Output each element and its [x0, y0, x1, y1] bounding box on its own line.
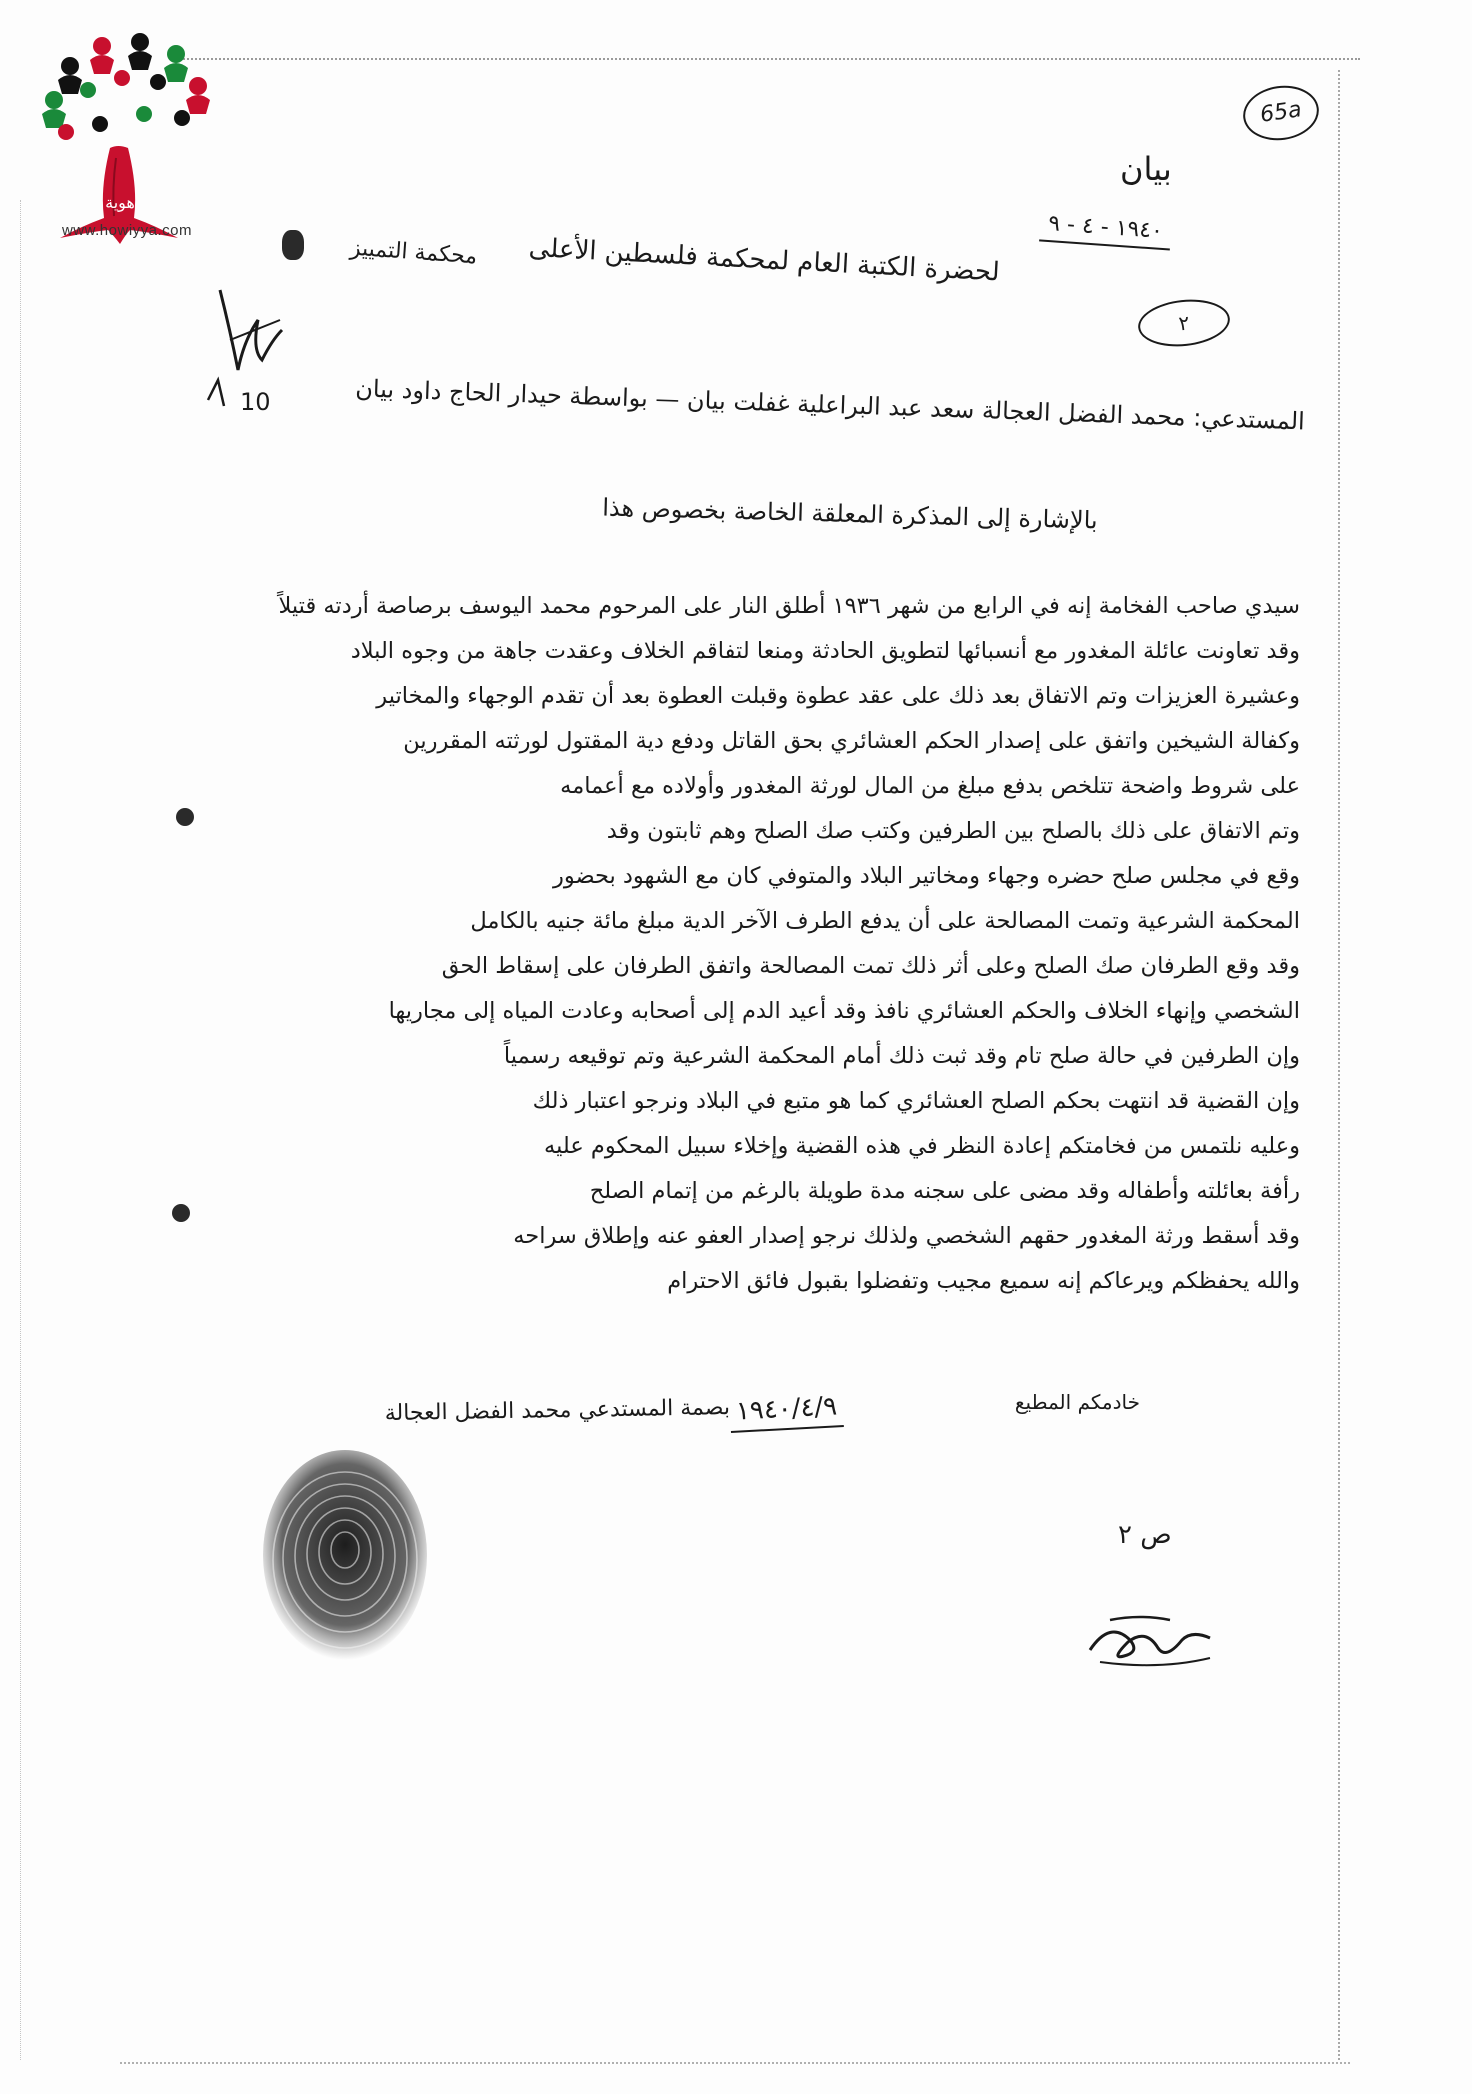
page-mark-bottom: ص ٢ [1118, 1520, 1172, 1550]
body-line: وعليه نلتمس من فخامتكم إعادة النظر في هذه القضية وإخلاء سبيل المحكوم عليه [544, 1133, 1300, 1159]
scan-speck [282, 230, 304, 260]
body-line: وإن القضية قد انتهت بحكم الصلح العشائري كما هو متبع في البلاد ونرجو اعتبار ذلك [532, 1088, 1300, 1114]
margin-scrawl-mark [200, 280, 320, 430]
archive-number-stamp: 65a [1240, 81, 1323, 145]
petitioner-line: المستدعي: محمد الفضل العجالة سعد عبد البراعلية غفلت بيان — بواسطة حيدار الحاج داود بيان [354, 374, 1306, 436]
circled-page-mark: ٢ [1136, 295, 1232, 350]
petition-body [120, 584, 1300, 1304]
document-title: بيان [1120, 150, 1172, 188]
scan-edge-top [180, 58, 1360, 64]
body-line: وقد تعاونت عائلة المغدور مع أنسبائها لتطويق الحادثة ومنعا لتفاقم الخلاف وعقدت جاهة من وجوه البلاد [350, 638, 1300, 664]
body-line: وكفالة الشيخين واتفق على إصدار الحكم العشائري بحق القاتل ودفع دية المقتول لورثته المقررين [403, 728, 1300, 754]
body-line: وإن الطرفين في حالة صلح تام وقد ثبت ذلك أمام المحكمة الشرعية وتم توقيعه رسمياً [503, 1043, 1300, 1069]
body-line: وعشيرة العزيزات وتم الاتفاق بعد ذلك على عقد عطوة وقبلت العطوة بعد أن تقدم الوجهاء والمخاتير [376, 683, 1300, 709]
logo-url-text[interactable]: www.howiyya.com [61, 222, 193, 239]
scan-speck [176, 808, 194, 826]
scan-edge-left [20, 200, 25, 2060]
addressee-line: لحضرة الكتبة العام لمحكمة فلسطين الأعلى [528, 232, 1001, 288]
body-line: على شروط واضحة تتلخص بدفع مبلغ من المال لورثة المغدور وأولاده مع أعمامه [560, 773, 1300, 799]
thumbprint [250, 1440, 440, 1670]
scan-edge-right [1338, 70, 1344, 2060]
body-line: سيدي صاحب الفخامة إنه في الرابع من شهر ١٩٣٦ أطلق النار على المرحوم محمد اليوسف برصاصة أردته قتيلاً [278, 593, 1300, 619]
body-line: وقد أسقط ورثة المغدور حقهم الشخصي ولذلك نرجو إصدار العفو عنه وإطلاق سراحه [513, 1223, 1300, 1249]
scan-edge-bottom [120, 2062, 1350, 2067]
body-line: رأفة بعائلته وأطفاله وقد مضى على سجنه مدة طويلة بالرغم من إتمام الصلح [589, 1178, 1300, 1204]
signature-date: ١٩٤٠/٤/٩ [729, 1391, 844, 1433]
addressee-note: محكمة التمييز [349, 235, 478, 270]
reference-heading: بالإشارة إلى المذكرة المعلقة الخاصة بخصوص هذا [601, 493, 1099, 535]
body-line: والله يحفظكم ويرعاكم إنه سميع مجيب وتفضلوا بقبول فائق الاحترام [667, 1268, 1300, 1294]
body-line: وقع في مجلس صلح حضره وجهاء ومخاتير البلاد والمتوفي كان مع الشهود بحضور [552, 863, 1300, 889]
margin-number: 10 [240, 388, 271, 416]
handwritten-signature [1080, 1600, 1230, 1680]
body-line: وقد وقع الطرفان صك الصلح وعلى أثر ذلك تمت المصالحة واتفق الطرفان على إسقاط الحق [441, 953, 1300, 979]
closing-phrase: خادمكم المطيع [1014, 1390, 1140, 1414]
signer-line: بصمة المستدعي محمد الفضل العجالة [384, 1395, 731, 1427]
header-date: ١٩٤٠ - ٤ - ٩ [1039, 210, 1172, 250]
scan-speck [172, 1204, 190, 1222]
logo-wordmark: هوية [105, 193, 135, 212]
body-line: وتم الاتفاق على ذلك بالصلح بين الطرفين وكتب صك الصلح وهم ثابتون وقد [606, 818, 1300, 844]
body-line: المحكمة الشرعية وتمت المصالحة على أن يدفع الطرف الآخر الدية مبلغ مائة جنيه بالكامل [470, 908, 1300, 934]
body-line: الشخصي وإنهاء الخلاف والحكم العشائري نافذ وقد أعيد الدم إلى أصحابه وعادت المياه إلى مجاريها [388, 998, 1300, 1024]
